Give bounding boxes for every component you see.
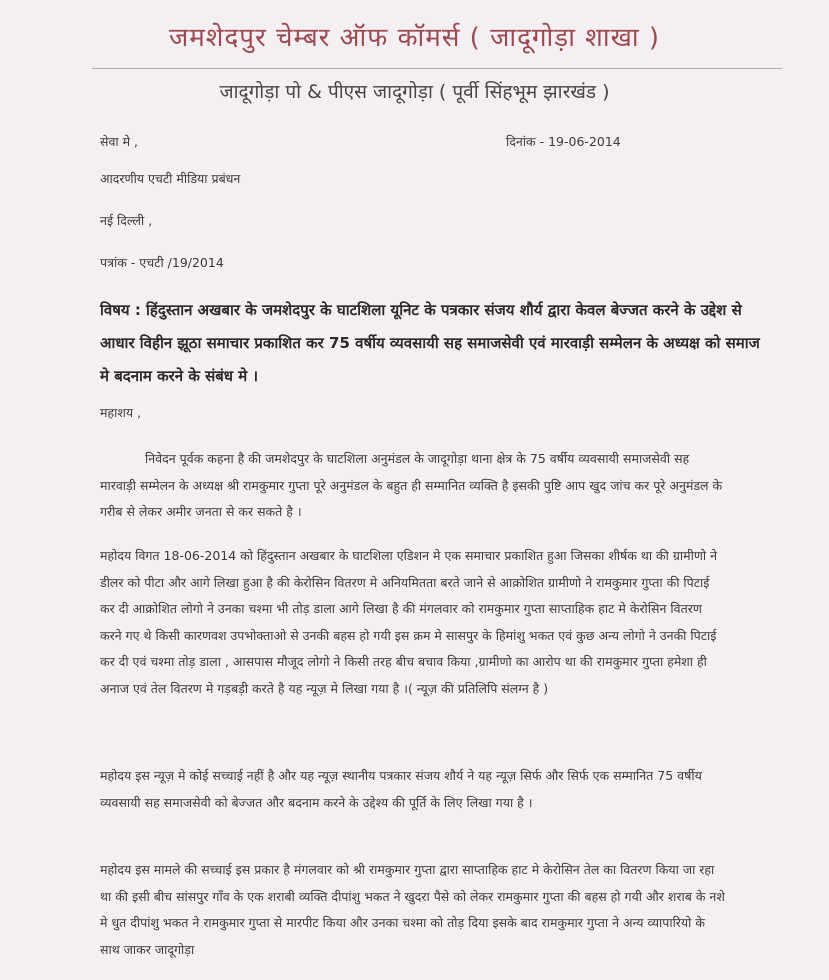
reference-number: पत्रांक - एचटी /19/2014: [100, 255, 224, 270]
letter-subject: विषय : हिंदुस्तान अखबार के जमशेदपुर के घाटशिला यूनिट के पत्रकार संजय शौर्य द्वारा केवल बेज्जत करने के उद्देश से आधार विहीन झूठा समाचार प्रकाशित कर 75 वर्षीय व्यवसायी सह समाजसेवी एवं मारवाड़ी सम्मेलन के अध्यक्ष को समाज मे बदनाम करने के संबंध मे ।: [100, 301, 760, 385]
paragraph-4: महोदय इस मामले की सच्चाई इस प्रकार है मंगलवार को श्री रामकुमार गुप्ता द्वारा साप्ताहिक हाट मे केरोसिन तेल का वितरण किया जा रहा था की इसी बीच सांसपुर गाँव के एक शराबी व्यक्ति दीपांशु भकत ने खुदरा पैसे को लेकर रामकुमार गुप्ता की बहस हो गयी और शराब के नशे मे धुत दीपांशु भकत ने रामकुमार गुप्ता से मारपीट किया और उनका चश्मा को तोड़ दिया इसके बाद रामकुमार गुप्ता ने अन्य व्यापारियो के साथ जाकर जादूगोड़ा: [100, 862, 725, 957]
letterhead-title: जमशेदपुर चेम्बर ऑफ कॉमर्स ( जादूगोड़ा शाखा ): [168, 23, 661, 53]
salutation: महाशय ,: [100, 405, 142, 420]
paragraph-3: महोदय इस न्यूज़ मे कोई सच्चाई नहीं है और यह न्यूज़ स्थानीय पत्रकार संजय शौर्य ने यह न्यूज़ सिर्फ और सिर्फ एक सम्मानित 75 वर्षीय व्यवसायी सह समाजसेवी को बेज्जत और बदनाम करने के उद्देश्य की पूर्ति के लिए लिखा गया है ।: [100, 768, 702, 810]
paragraph-2: महोदय विगत 18-06-2014 को हिंदुस्तान अखबार के घाटशिला एडिशन मे एक समाचार प्रकाशित हुआ जिसका शीर्षक था की ग्रामीणो ने डीलर को पीटा और आगे लिखा हुआ है की केरोसिन वितरण मे अनियमितता बरते जाने से आक्रोशित ग्रामीणो ने रामकुमार गुप्ता की पिटाई कर दी आक्रोशित लोगो ने उनका चश्मा भी तोड़ डाला आगे लिखा है की मंगलवार को रामकुमार गुप्ता साप्ताहिक हाट मे केरोसिन वितरण करने गए थे किसी कारणवश उपभोक्ताओ से उनकी बहस हो गयी इस क्रम मे सासपुर के हिमांशु भकत एवं कुछ अन्य लोगो ने उनकी पिटाई कर दी एवं चश्मा तोड़ डाला , आसपास मौजूद लोगो ने किसी तरह बीच बचाव किया ,ग्रामीणो का आरोप था की रामकुमार गुप्ता हमेशा ही अनाज एवं तेल वितरण मे गड़बड़ी करते है यह न्यूज़ मे लिखा गया है ।( न्यूज़ की प्रतिलिपि संलग्न है ): [100, 548, 718, 696]
to-label: सेवा मे ,: [100, 134, 139, 149]
recipient-city: नई दिल्ली ,: [100, 213, 153, 228]
letter-date: दिनांक - 19-06-2014: [506, 134, 621, 149]
letterhead-divider: [92, 68, 782, 69]
recipient: आदरणीय एचटी मीडिया प्रबंधन: [100, 171, 241, 186]
letterhead-address: जादूगोड़ा पो & पीएस जादूगोड़ा ( पूर्वी सिंहभूम झारखंड ): [219, 81, 610, 103]
paragraph-1: निवेदन पूर्वक कहना है की जमशेदपुर के घाटशिला अनुमंडल के जादूगोड़ा थाना क्षेत्र के 75 वर्षीय व्यवसायी समाजसेवी सह मारवाड़ी सम्मेलन के अध्यक्ष श्री रामकुमार गुप्ता पूरे अनुमंडल के बहुत ही सम्मानित व्यक्ति है इसकी पुष्टि आप खुद जांच कर पूरे अनुमंडल के गरीब से लेकर अमीर जनता से कर सकते है ।: [100, 451, 723, 519]
